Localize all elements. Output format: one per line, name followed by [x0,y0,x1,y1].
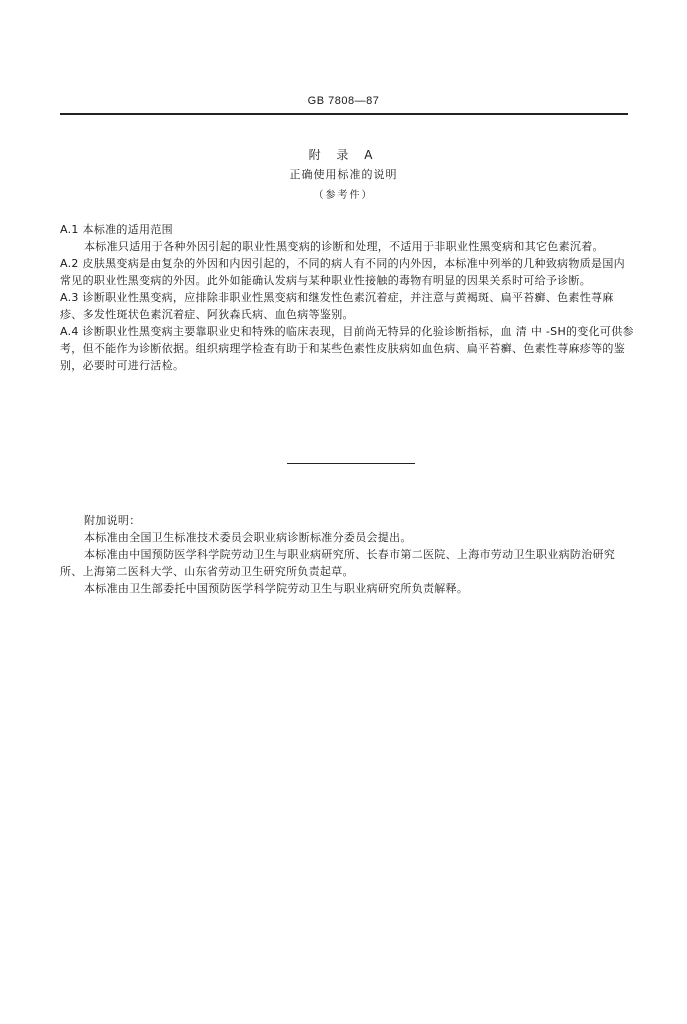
standard-code-header: GB 7808—87 [307,95,380,107]
appendix-note: （参考件） [313,190,374,201]
section-divider [287,463,415,464]
addendum-line: 本标准由中国预防医学科学院劳动卫生与职业病研究所、长春市第二医院、上海市劳动卫生职业病防治研究所、上海第二医科大学、山东省劳动卫生研究所负责起草。 [60,548,616,578]
section-a4: A.4 诊断职业性黑变病主要靠职业史和特殊的临床表现，目前尚无特异的化验诊断指标，血 清 中 -SH的变化可供参考，但不能作为诊断依据。组织病理学检查有助于和某些色素性皮肤病如血色病、扁平苔癣、色素性荨麻疹等的鉴别，必要时可进行活检。 [60,325,634,372]
section-a1-heading: A.1 本标准的适用范围 [60,223,173,236]
appendix-body [60,221,635,374]
addendum-line: 本标准由卫生部委托中国预防医学科学院劳动卫生与职业病研究所负责解释。 [84,582,469,595]
addendum-label: 附加说明： [84,514,141,527]
appendix-title: 附 录 A [308,148,379,162]
addendum [60,512,635,597]
section-a2: A.2 皮肤黑变病是由复杂的外因和内因引起的，不同的病人有不同的内外因，本标准中列举的几种致病物质是国内常见的职业性黑变病的外因。此外如能确认发病与某种职业性接触的毒物有明显的因果关系时可给予诊断。 [60,257,625,287]
appendix-subtitle: 正确使用标准的说明 [289,168,398,181]
section-a3: A.3 诊断职业性黑变病，应排除非职业性黑变病和继发性色素沉着症，并注意与黄褐斑、扁平苔癣、色素性荨麻疹、多发性斑状色素沉着症、阿狄森氏病、血色病等鉴别。 [60,291,614,321]
section-a1-body: 本标准只适用于各种外因引起的职业性黑变病的诊断和处理，不适用于非职业性黑变病和其它色素沉着。 [84,240,604,253]
header-rule [60,113,628,115]
addendum-line: 本标准由全国卫生标准技术委员会职业病诊断标准分委员会提出。 [84,531,412,544]
